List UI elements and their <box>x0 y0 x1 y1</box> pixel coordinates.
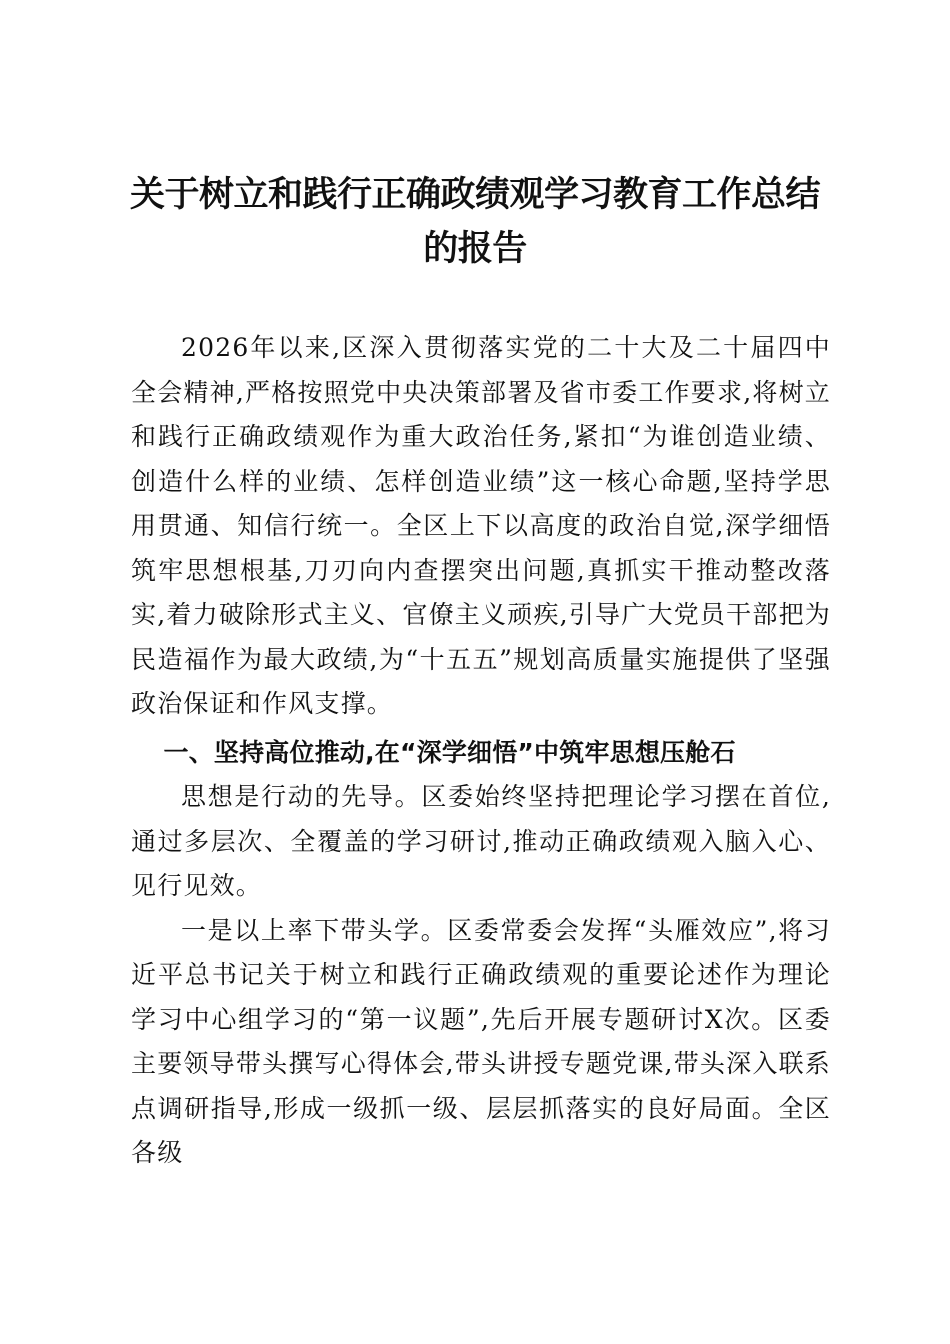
section1-intro-paragraph: 思想是行动的先导。区委始终坚持把理论学习摆在首位,通过多层次、全覆盖的学习研讨,推动正确政绩观入脑入心、见行见效。 <box>131 782 831 900</box>
section-heading-1: 一、坚持高位推动,在“深学细悟”中筑牢思想压舱石 <box>163 737 736 767</box>
title-line-1: 关于树立和践行正确政绩观学习教育工作总结 <box>129 174 820 215</box>
document-title <box>110 168 840 276</box>
section1-point1-paragraph: 一是以上率下带头学。区委常委会发挥“头雁效应”,将习近平总书记关于树立和践行正确政绩观的重要论述作为理论学习中心组学习的“第一议题”,先后开展专题研讨X次。区委主要领导带头撰写心得体会,带头讲授专题党课,带头深入联系点调研指导,形成一级抓一级、层层抓落实的良好局面。全区各级 <box>131 915 831 1167</box>
title-line-2: 的报告 <box>423 228 527 269</box>
document-body <box>131 326 831 1176</box>
intro-paragraph: 2026年以来,区深入贯彻落实党的二十大及二十届四中全会精神,严格按照党中央决策部署及省市委工作要求,将树立和践行正确政绩观作为重大政治任务,紧扣“为谁创造业绩、创造什么样的业绩、怎样创造业绩”这一核心命题,坚持学思用贯通、知信行统一。全区上下以高度的政治自觉,深学细悟筑牢思想根基,刀刃向内查摆突出问题,真抓实干推动整改落实,着力破除形式主义、官僚主义顽疾,引导广大党员干部把为民造福作为最大政绩,为“十五五”规划高质量实施提供了坚强政治保证和作风支撑。 <box>131 333 831 718</box>
